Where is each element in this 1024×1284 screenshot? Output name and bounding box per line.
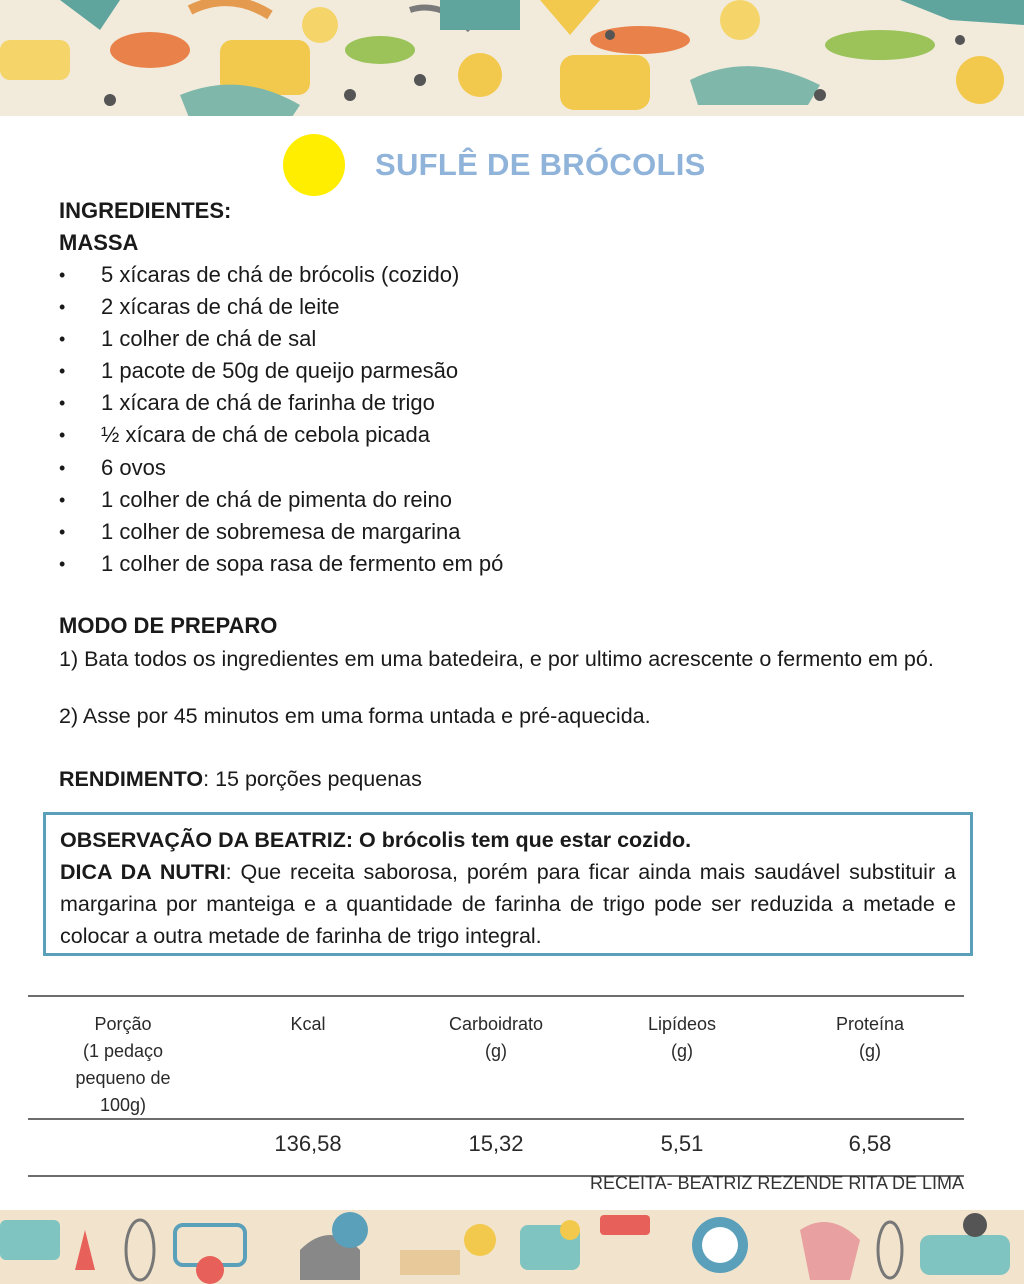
preparo-step: 1) Bata todos os ingredientes em uma batedeira, e por ultimo acrescente o fermento em pó.	[59, 647, 934, 671]
ingredient-item	[59, 550, 503, 582]
header-line: 100g)	[99, 1095, 147, 1115]
ingredient-text: 1 pacote de 50g de queijo parmesão	[101, 358, 459, 384]
ingredient-text: ½ xícara de chá de cebola picada	[101, 422, 431, 448]
ingredients-list	[59, 261, 503, 582]
nutri-tip-box	[43, 812, 973, 956]
recipe-title: SUFLÊ DE BRÓCOLIS	[375, 147, 706, 182]
bullet-icon: •	[59, 361, 66, 382]
header-line: (1 pedaço	[82, 1041, 164, 1061]
ingredient-text: 1 colher de chá de sal	[101, 326, 317, 352]
ingredient-item	[59, 421, 503, 453]
header-line: Carboidrato	[448, 1014, 544, 1034]
ingredient-text: 5 xícaras de chá de brócolis (cozido)	[101, 262, 460, 287]
observation-text	[60, 824, 956, 856]
ingredient-text: 1 colher de sobremesa de margarina	[101, 518, 461, 544]
rendimento-line	[59, 766, 989, 792]
bullet-icon: •	[59, 265, 66, 285]
tip-text: : Que receita saborosa, porém para ficar ainda mais saudável substituir a margarina por manteiga e a quantidade de farinha de trigo pode ser reduzida a metade e colocar a outra metade de farinha de trigo integral.	[60, 860, 956, 948]
bullet-icon: •	[59, 425, 66, 446]
header-line: (g)	[671, 1041, 693, 1061]
header-line: Porção	[94, 1014, 152, 1034]
observation-label: OBSERVAÇÃO DA BEATRIZ: O brócolis tem que estar cozido.	[60, 828, 692, 852]
header-lipideos	[622, 1011, 742, 1065]
ingredient-item	[59, 357, 503, 389]
value-carboidrato: 15,32	[468, 1131, 524, 1156]
kitchen-pattern-illustration	[0, 0, 1024, 116]
sun-circle-icon	[283, 134, 345, 196]
header-line: pequeno de	[75, 1068, 171, 1088]
ingredient-item	[59, 325, 503, 357]
top-pattern-banner	[0, 0, 1024, 116]
ingredient-text: 1 xícara de chá de farinha de trigo	[101, 390, 435, 416]
ingredient-text: 6 ovos	[101, 454, 166, 480]
title-row	[283, 135, 706, 195]
bullet-icon: •	[59, 553, 66, 574]
massa-heading: MASSA	[59, 230, 139, 255]
ingredient-text: 1 colher de sopa rasa de fermento em pó	[101, 550, 504, 576]
preparo-heading: MODO DE PREPARO	[59, 613, 278, 638]
ingredient-item	[59, 293, 503, 325]
ingredient-text: 2 xícaras de chá de leite	[101, 294, 340, 320]
value-proteina: 6,58	[848, 1131, 892, 1156]
rendimento-label: RENDIMENTO	[59, 767, 204, 791]
bullet-icon: •	[59, 457, 66, 478]
table-mid-rule	[28, 1118, 964, 1120]
kitchen-utensils-illustration	[0, 1210, 1024, 1284]
rendimento-value: : 15 porções pequenas	[203, 767, 422, 791]
tip-label: DICA DA NUTRI	[60, 860, 226, 884]
header-proteina	[810, 1011, 930, 1065]
header-line: (g)	[485, 1041, 507, 1061]
table-top-rule	[28, 995, 964, 997]
value-kcal: 136,58	[274, 1131, 342, 1156]
ingredient-item	[59, 389, 503, 421]
value-lipideos: 5,51	[660, 1131, 704, 1156]
header-line: Lipídeos	[647, 1014, 717, 1034]
header-line: Kcal	[290, 1014, 326, 1034]
header-line: (g)	[859, 1041, 881, 1061]
bullet-icon: •	[59, 393, 66, 414]
ingredient-item	[59, 261, 503, 293]
tip-paragraph	[60, 856, 956, 952]
ingredients-heading: INGREDIENTES:	[59, 198, 232, 223]
header-line: Proteína	[835, 1014, 905, 1034]
ingredient-item	[59, 486, 503, 518]
preparo-step: 2) Asse por 45 minutos em uma forma untada e pré-aquecida.	[59, 704, 651, 728]
recipe-credit: RECEITA- BEATRIZ REZENDE RITA DE LIMA	[590, 1173, 965, 1193]
header-porcao	[48, 1011, 198, 1119]
bullet-icon: •	[59, 329, 66, 350]
header-carboidrato	[426, 1011, 566, 1065]
bottom-pattern-banner	[0, 1210, 1024, 1284]
bullet-icon: •	[59, 489, 66, 510]
ingredient-text: 1 colher de chá de pimenta do reino	[101, 486, 453, 512]
bullet-icon: •	[59, 297, 66, 318]
ingredient-item	[59, 454, 503, 486]
bullet-icon: •	[59, 521, 66, 542]
header-kcal	[248, 1011, 368, 1038]
ingredient-item	[59, 518, 503, 550]
